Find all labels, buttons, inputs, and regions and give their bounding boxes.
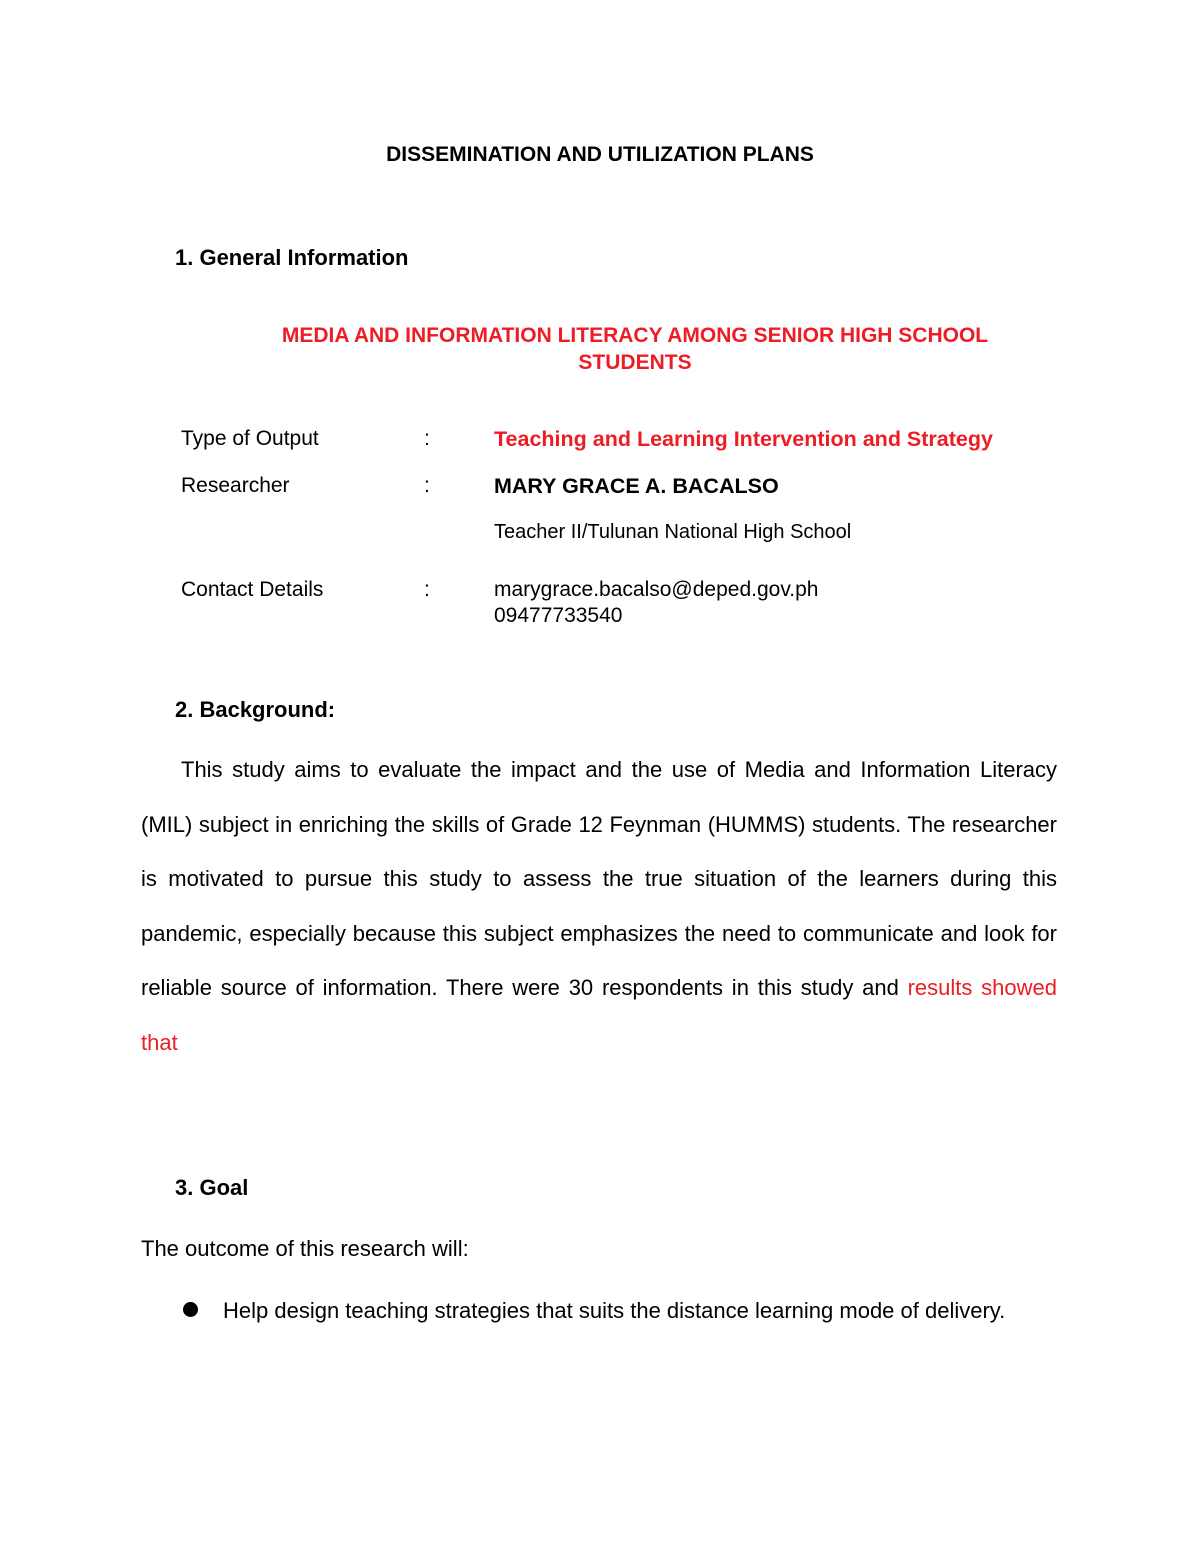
contact-email: marygrace.bacalso@deped.gov.ph bbox=[494, 578, 819, 601]
goal-intro: The outcome of this research will: bbox=[141, 1236, 469, 1261]
researcher-colon: : bbox=[424, 474, 430, 497]
background-paragraph bbox=[141, 743, 1057, 1070]
contact-phone: 09477733540 bbox=[494, 604, 623, 627]
section-heading-general-information: 1. General Information bbox=[175, 245, 409, 270]
goal-list bbox=[141, 1290, 1057, 1332]
bullet-icon bbox=[183, 1302, 198, 1317]
section-heading-background: 2. Background: bbox=[175, 697, 336, 722]
researcher-affiliation: Teacher II/Tulunan National High School bbox=[494, 521, 852, 543]
background-highlighted-text: results showed that bbox=[141, 975, 1058, 1055]
contact-details-label: Contact Details bbox=[181, 578, 324, 601]
goal-item-text: Help design teaching strategies that suits the distance learning mode of delivery. bbox=[223, 1298, 1006, 1323]
contact-details-colon: : bbox=[424, 578, 430, 601]
document-title: DISSEMINATION AND UTILIZATION PLANS bbox=[386, 143, 814, 166]
type-of-output-value: Teaching and Learning Intervention and Strategy bbox=[494, 427, 993, 451]
study-title bbox=[0, 322, 1200, 376]
study-title-line-2: STUDENTS bbox=[578, 351, 692, 374]
type-of-output-colon: : bbox=[424, 427, 430, 450]
type-of-output-label: Type of Output bbox=[181, 427, 319, 450]
researcher-label: Researcher bbox=[181, 474, 290, 497]
researcher-name: MARY GRACE A. BACALSO bbox=[494, 474, 779, 498]
section-heading-goal: 3. Goal bbox=[175, 1175, 249, 1200]
study-title-line-1: MEDIA AND INFORMATION LITERACY AMONG SENIOR HIGH SCHOOL bbox=[281, 324, 989, 347]
goal-list-item bbox=[141, 1290, 1057, 1332]
background-text: This study aims to evaluate the impact and the use of Media and Information Literacy (MIL) subject in enriching the skills of Grade 12 Feynman (HUMMS) students. The researcher is motivated to pursue this study to assess the true situation of the learners during this pandemic, especially because this subject emphasizes the need to communicate and look for reliable source of information. There were 30 respondents in this study and bbox=[141, 757, 1057, 1000]
